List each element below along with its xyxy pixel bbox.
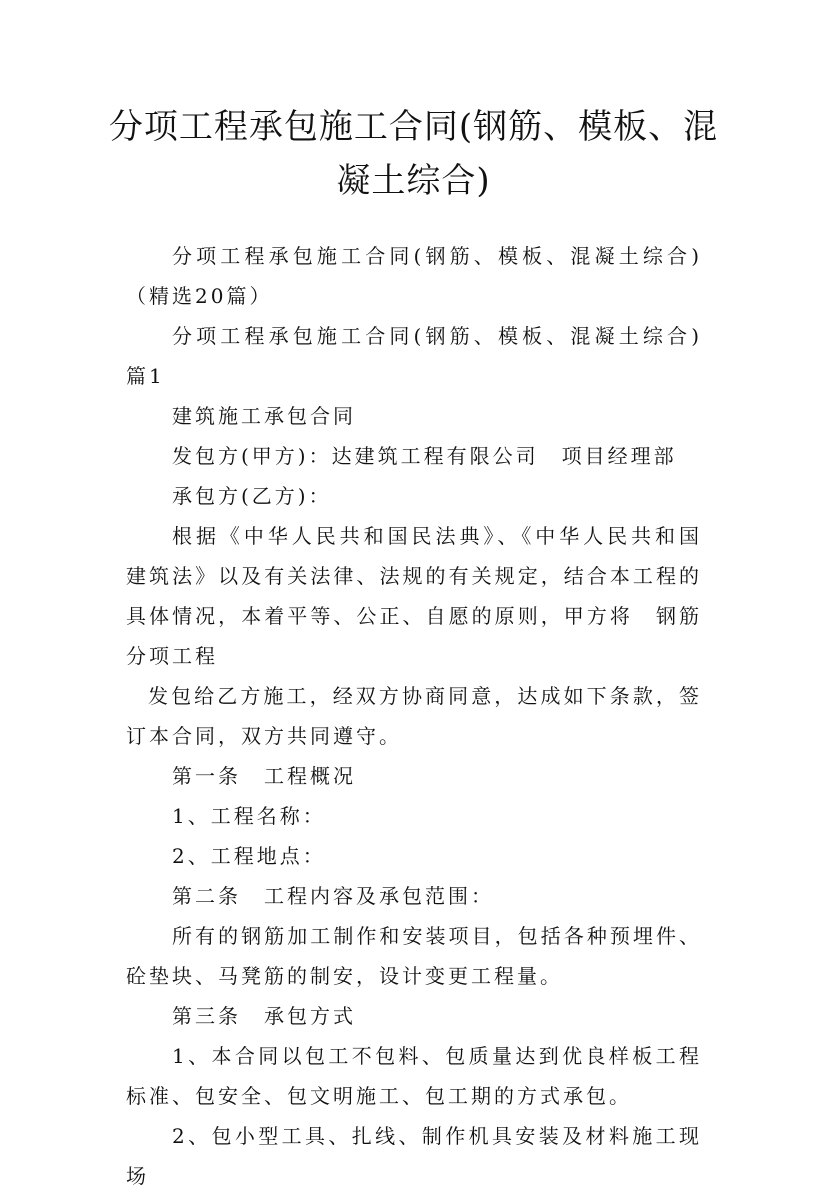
paragraph-project-location: 2、工程地点： — [172, 844, 326, 868]
paragraph-legal-basis: 根据《中华人民共和国民法典》、《中华人民共和国建筑法》以及有关法律、法规的有关规定，结合本工程的具体情况，本着平等、公正、自愿的原则，甲方将 钢筋分项工程 — [126, 524, 702, 668]
paragraph-project-name: 1、工程名称： — [172, 804, 326, 828]
paragraph-article-1: 第一条 工程概况 — [172, 764, 356, 788]
paragraph-contract-name: 建筑施工承包合同 — [172, 404, 356, 428]
paragraph-party-b: 承包方(乙方)： — [172, 484, 332, 508]
document-title: 分项工程承包施工合同(钢筋、模板、混凝土综合) — [108, 107, 719, 201]
paragraph-party-a: 发包方(甲方)：达建筑工程有限公司 项目经理部 — [172, 444, 677, 468]
document-body — [126, 236, 702, 1196]
paragraph-article-3: 第三条 承包方式 — [172, 1004, 356, 1028]
paragraph-method-1: 1、本合同以包工不包料、包质量达到优良样板工程标准、包安全、包文明施工、包工期的方式承包。 — [126, 1044, 702, 1108]
paragraph-article-heading: 分项工程承包施工合同(钢筋、模板、混凝土综合) 篇1 — [126, 324, 702, 388]
paragraph-scope: 所有的钢筋加工制作和安装项目，包括各种预埋件、砼垫块、马凳筋的制安，设计变更工程量。 — [126, 924, 702, 988]
paragraph-article-2: 第二条 工程内容及承包范围： — [172, 884, 494, 908]
paragraph-agreement: 发包给乙方施工，经双方协商同意，达成如下条款，签订本合同，双方共同遵守。 — [126, 684, 702, 748]
paragraph-collection-title: 分项工程承包施工合同(钢筋、模板、混凝土综合)（精选20篇） — [126, 244, 702, 308]
paragraph-method-2: 2、包小型工具、扎线、制作机具安装及材料施工现场 — [126, 1124, 702, 1188]
